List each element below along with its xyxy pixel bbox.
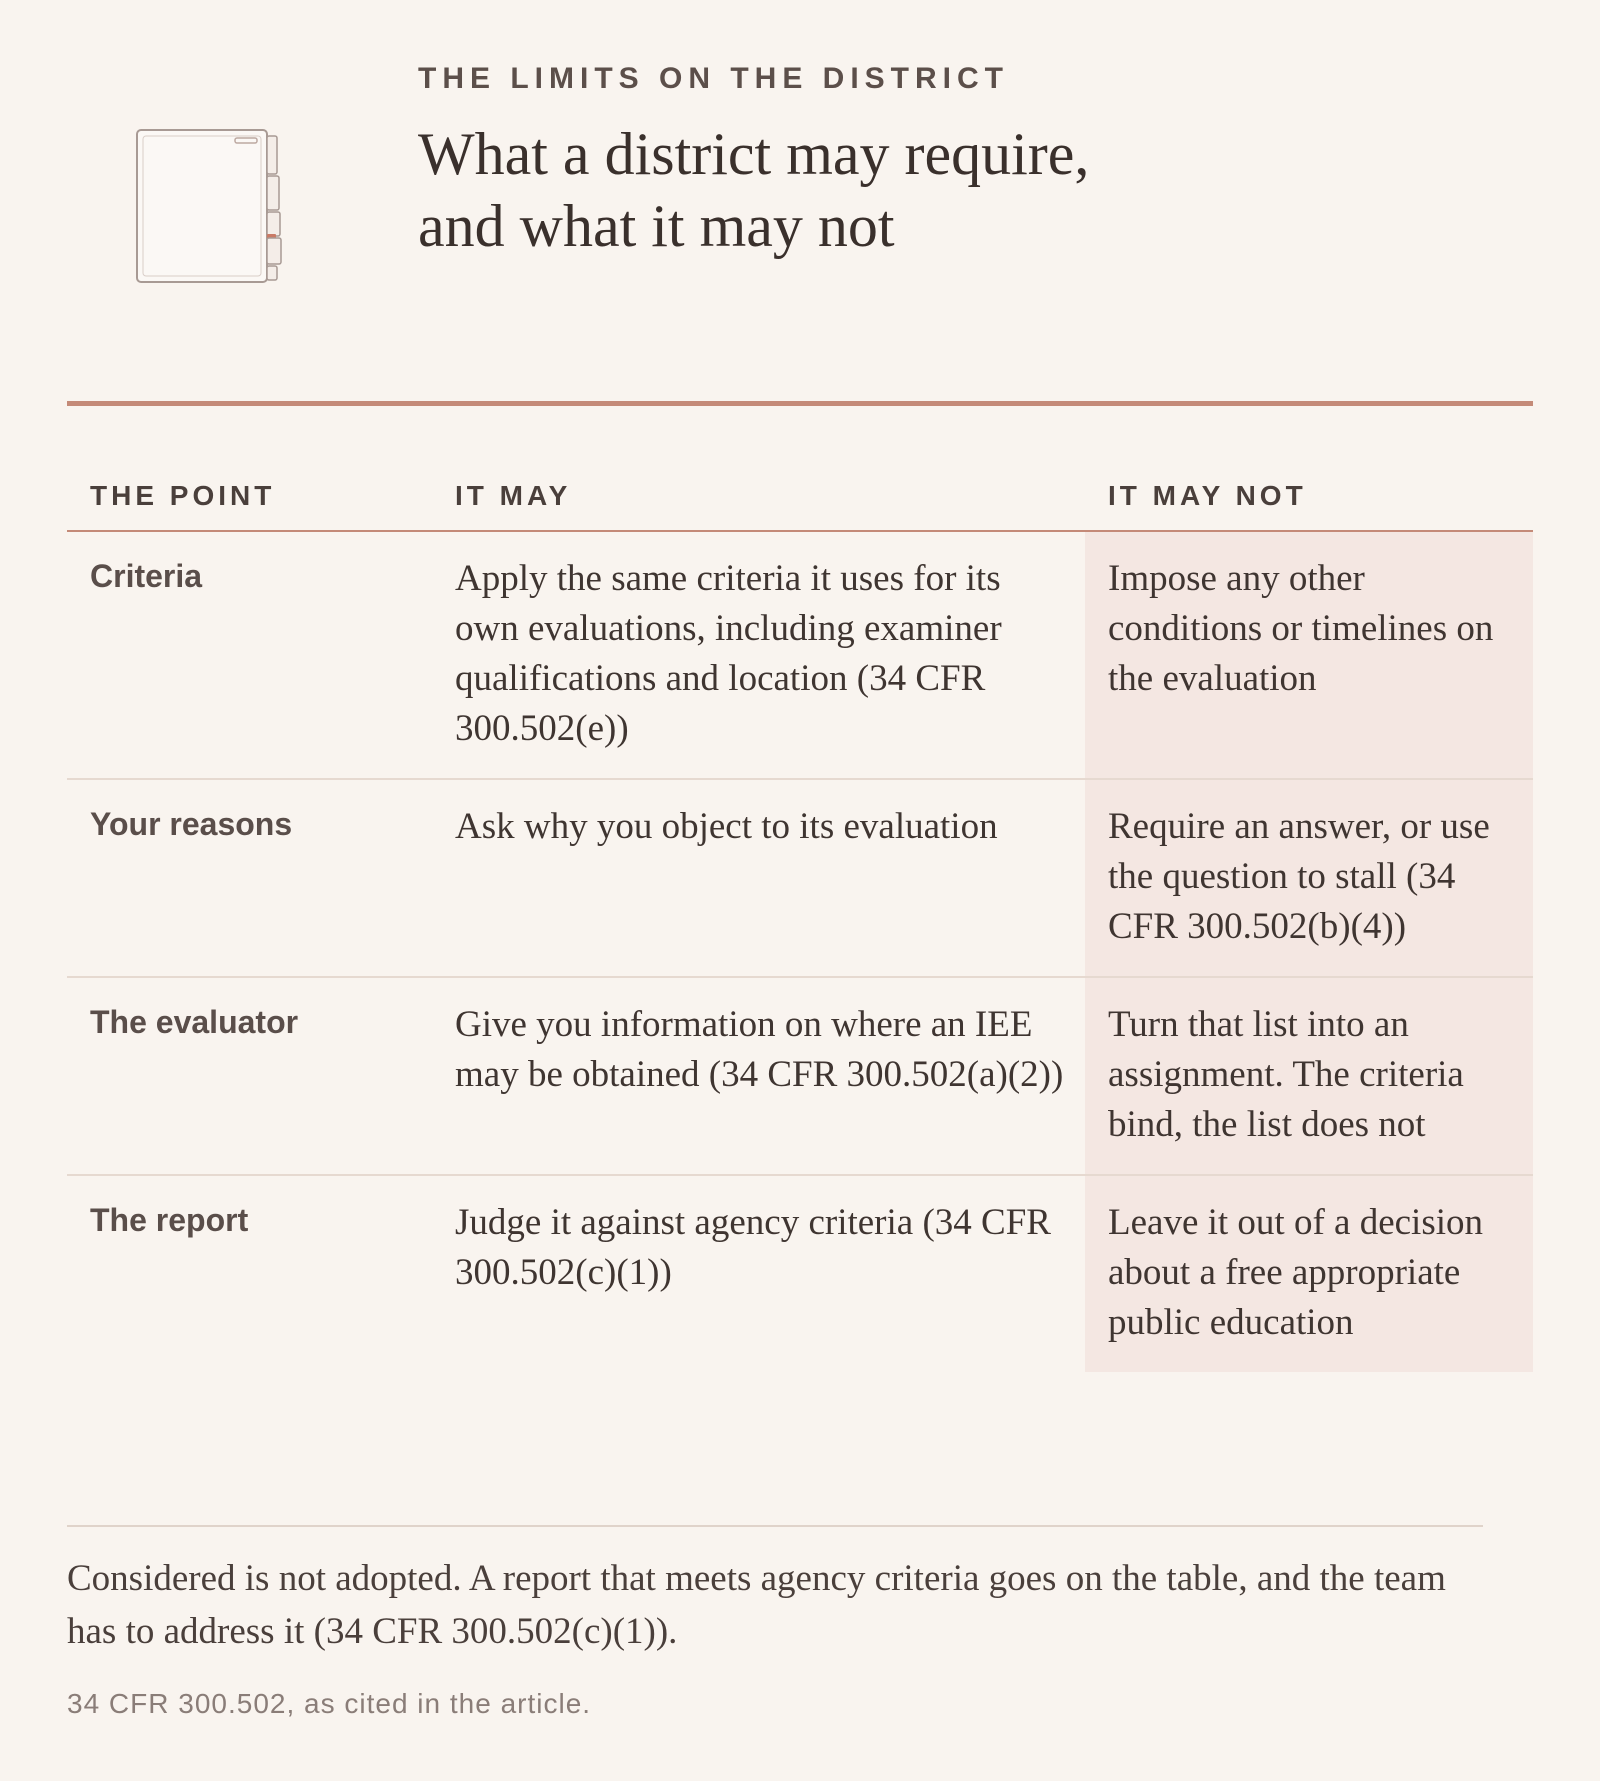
table-row (67, 531, 1533, 779)
column-header-point: THE POINT (67, 430, 432, 531)
row-may: Judge it against agency criteria (34 CFR 300.502(c)(1)) (455, 1202, 1051, 1293)
table-row (67, 779, 1533, 977)
table-row (67, 1175, 1533, 1372)
row-may-not: Impose any other conditions or timelines on the evaluation (1085, 531, 1533, 779)
table-row (67, 977, 1533, 1175)
row-may-not: Leave it out of a decision about a free appropriate public education (1085, 1175, 1533, 1372)
row-point: Criteria (67, 531, 432, 779)
column-header-may: IT MAY (432, 430, 1085, 531)
top-divider (67, 401, 1533, 406)
table-header-row (67, 430, 1533, 531)
row-point: The report (90, 1202, 249, 1238)
row-may-not: Turn that list into an assignment. The criteria bind, the list does not (1085, 977, 1533, 1175)
limits-table (67, 430, 1533, 1372)
row-may: Ask why you object to its evaluation (432, 779, 1085, 977)
header (0, 0, 1600, 320)
row-may: Apply the same criteria it uses for its own evaluations, including examiner qualifications and location (34 CFR 300.502(e)) (432, 531, 1085, 779)
row-point: The evaluator (67, 977, 432, 1175)
column-header-may-not: IT MAY NOT (1085, 430, 1533, 531)
summary-note: Considered is not adopted. A report that meets agency criteria goes on the table, and the team has to address it (34 CFR 300.502(c)(1)). (67, 1558, 1446, 1652)
row-point: Your reasons (67, 779, 432, 977)
eyebrow-label: THE LIMITS ON THE DISTRICT (418, 62, 1009, 95)
bottom-divider (67, 1525, 1483, 1527)
row-may: Give you information on where an IEE may be obtained (34 CFR 300.502(a)(2)) (432, 977, 1085, 1175)
page-title: What a district may require, and what it may not (418, 121, 1090, 259)
binder-with-tabs-icon (135, 126, 285, 286)
source-citation: 34 CFR 300.502, as cited in the article. (67, 1688, 592, 1719)
row-may-not: Require an answer, or use the question to stall (34 CFR 300.502(b)(4)) (1085, 779, 1533, 977)
